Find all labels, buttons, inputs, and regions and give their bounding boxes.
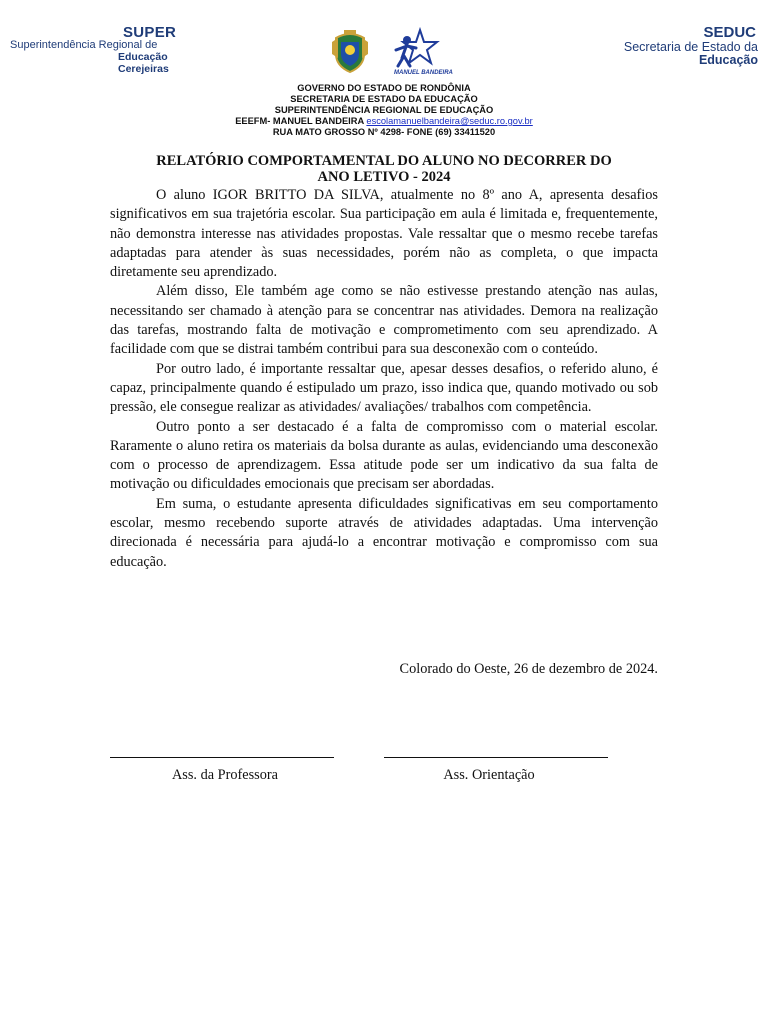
paragraph-1: O aluno IGOR BRITTO DA SILVA, atualmente no 8º ano A, apresenta desafios significativos em sua trajetória escolar. Sua participação em aula é limitada e, frequentemente, não demonstra interesse nas atividades propostas. Vale ressaltar que o mesmo recebe tarefas adaptadas para atender às suas necessidades, porém não as completa, o que impacta diretamente seu aprendizado. <box>110 187 658 281</box>
school-logo-text: MANUEL BANDEIRA <box>394 70 453 76</box>
signature-label-orientation: Ass. Orientação <box>443 767 535 783</box>
signature-line-teacher <box>110 757 334 758</box>
school-name: EEEFM- MANUEL BANDEIRA <box>235 116 367 126</box>
super-logo-title: SUPER <box>123 24 177 41</box>
signature-line-orientation <box>384 757 608 758</box>
document-title-line1: RELATÓRIO COMPORTAMENTAL DO ALUNO NO DECORRER DO <box>156 153 612 169</box>
seduc-logo-title: SEDUC <box>703 24 756 41</box>
seduc-logo-line2: Educação <box>698 53 758 67</box>
school-line <box>0 116 768 127</box>
signature-label-teacher: Ass. da Professora <box>171 767 279 783</box>
super-logo-line3: Cerejeiras <box>118 62 169 75</box>
seduc-logo-line1: Secretaria de Estado da <box>623 40 758 54</box>
paragraph-4: Outro ponto a ser destacado é a falta de compromisso com o material escolar. Raramente o aluno retira os materiais da bolsa durante as aulas, evidenciando uma desconexão com o processo de aprendizagem. Essa atitude pode ser um indicativo da sua falta de motivação ou dificuldades emocionais que precisam ser abordadas. <box>110 418 658 493</box>
super-logo-subtitle: Superintendência Regional de <box>10 39 158 51</box>
institution-header <box>0 83 768 138</box>
paragraph-5: Em suma, o estudante apresenta dificuldades significativas em seu comportamento escolar, mesmo recebendo suporte através de atividades adaptadas. Uma intervenção direcionada é necessária para ajudá-lo a encontrar motivação e compromisso com sua educação. <box>110 495 658 570</box>
seduc-logo <box>598 24 758 67</box>
document-title <box>110 153 658 185</box>
school-email-link[interactable]: escolamanuelbandeira@seduc.ro.gov.br <box>366 116 533 126</box>
super-logo-line2: Educação <box>118 51 168 63</box>
school-address: RUA MATO GROSSO Nº 4298- FONE (69) 33411520 <box>272 127 496 137</box>
coat-of-arms-icon <box>330 28 370 74</box>
document-title-line2: ANO LETIVO - 2024 <box>317 169 451 185</box>
header-line-1: GOVERNO DO ESTADO DE RONDÔNIA <box>297 83 471 93</box>
paragraph-2: Além disso, Ele também age como se não estivesse prestando atenção nas aulas, necessitando ser chamado à atenção para se concentrar nas atividades. Demora na realização das tarefas, mostrando falta de motivação e comprometimento com seu aprendizado. A facilidade com que se distrai também contribui para sua desconexão com o conteúdo. <box>110 283 658 358</box>
paragraph-3: Por outro lado, é importante ressaltar que, apesar desses desafios, o referido aluno, é capaz, principalmente quando é estipulado um prazo, isso indica que, quando motivado ou sob pressão, ele consegue realizar as atividades/ avaliações/ trabalhos com competência. <box>110 360 658 416</box>
report-body <box>110 186 658 572</box>
super-logo-lines <box>118 52 169 75</box>
header-line-2: SECRETARIA DE ESTADO DA EDUCAÇÃO <box>290 94 478 104</box>
school-logo-icon <box>390 26 453 76</box>
header-line-3: SUPERINTENDÊNCIA REGIONAL DE EDUCAÇÃO <box>274 105 494 115</box>
date-line: Colorado do Oeste, 26 de dezembro de 2024. <box>399 661 658 677</box>
